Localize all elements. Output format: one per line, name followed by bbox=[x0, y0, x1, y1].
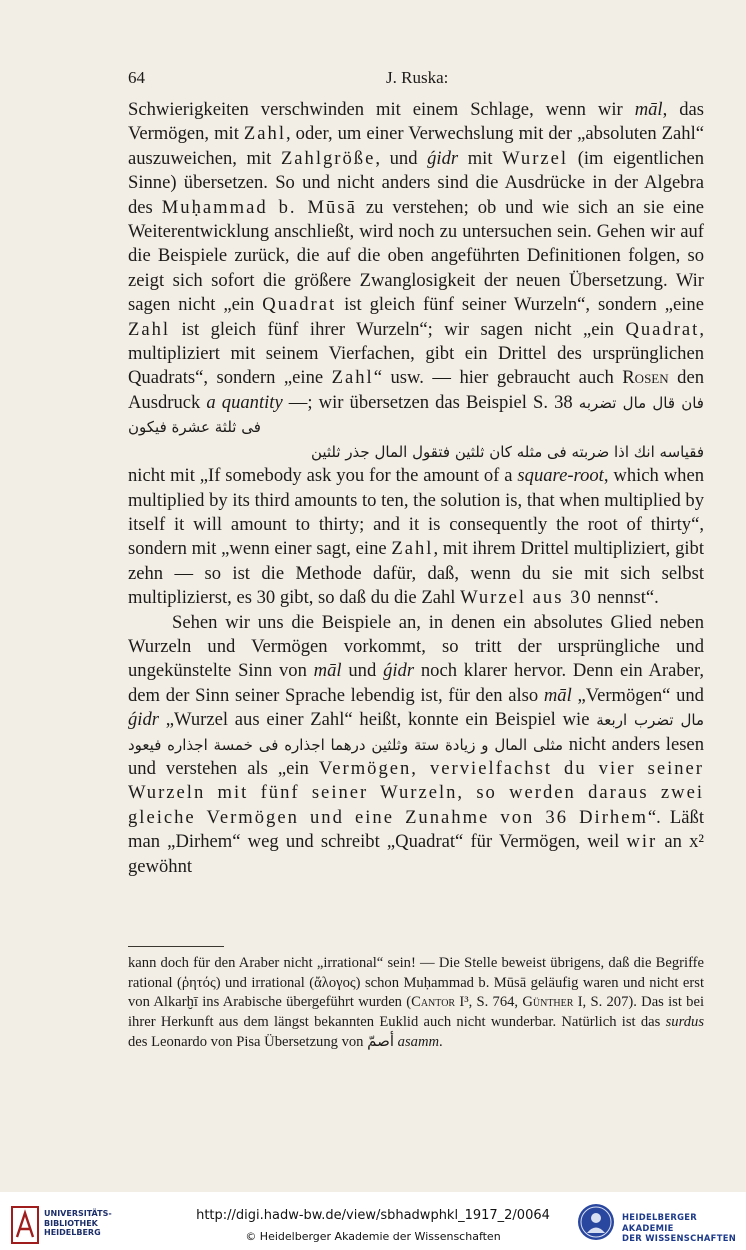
academy-name: HEIDELBERGER AKADEMIE DER WISSENSCHAFTEN bbox=[622, 1212, 737, 1243]
text-run: den Ausdruck bbox=[128, 367, 704, 413]
text-run: , multipliziert mit seinem Vierfachen, gibt ein Drittel des ursprünglichen Quadrats“, sondern „eine bbox=[128, 318, 704, 389]
text-run: nicht anders lesen und verstehen als „ein bbox=[128, 733, 704, 779]
text-run: ins Arabische übergeführt wurden ( bbox=[197, 994, 412, 1011]
footnote-rule bbox=[128, 946, 224, 947]
footnote bbox=[128, 954, 704, 1053]
italic-term: a quantity bbox=[206, 391, 283, 413]
academy-seal-icon bbox=[576, 1202, 616, 1242]
text-run: “. Läßt man „Dirhem“ weg und schreibt „Quadrat“ für Vermögen, weil bbox=[128, 806, 704, 853]
text-run: “ usw. — hier gebraucht auch bbox=[373, 367, 623, 389]
text-run: noch klarer hervor. Denn ein Araber, dem der Sinn seiner Sprache lebendig ist, für den also bbox=[128, 660, 704, 706]
spaced-emphasis: Wurzel aus 30 bbox=[460, 587, 593, 609]
text-run: „Vermögen“ und bbox=[571, 684, 704, 706]
text-run: kann doch für den Araber nicht „irrational“ sein! — Die Stelle beweist übrigens, daß die Begriffe rational (ῥητός) und irrational (ἄλογος) schon bbox=[128, 955, 704, 991]
text-run: mit bbox=[458, 147, 503, 169]
spaced-emphasis: Quadrat bbox=[262, 294, 337, 316]
paragraph-1-continued bbox=[128, 464, 704, 610]
text-run: an x² gewöhnt bbox=[128, 831, 705, 877]
text-run: ist gleich fünf ihrer Wurzeln“; wir sagen nicht „ein bbox=[170, 318, 626, 340]
text-run: und bbox=[341, 660, 384, 682]
italic-term: surdus bbox=[665, 1013, 704, 1030]
page-header bbox=[128, 68, 704, 92]
paragraph-2 bbox=[128, 611, 704, 879]
spaced-emphasis: Muḥammad b. Mūsā bbox=[161, 196, 357, 218]
text-run: , das Vermögen, mit bbox=[128, 99, 705, 145]
italic-term: māl bbox=[634, 99, 663, 120]
italic-term: māl bbox=[543, 684, 572, 706]
italic-term: asamm bbox=[397, 1034, 440, 1051]
permalink-url[interactable]: http://digi.hadw-bw.de/view/sbhadwphkl_1917_2/0064 bbox=[196, 1208, 550, 1223]
text-run: , which when multiplied by its third amounts to ten, the solution is, that when multiplied by itself it will amount to thirty; and it is consequently the root of thirty“, sondern mit „wenn einer sagt, eine bbox=[128, 465, 705, 560]
text-run: . bbox=[439, 1034, 443, 1051]
arabic-quote-line: فقياسه انك اذا ضربته فى مثله كان ثلثين فتقول المال جذر ثلثين bbox=[310, 442, 704, 461]
academy-logo[interactable] bbox=[576, 1200, 740, 1246]
text-run: I³, S. 764, bbox=[455, 994, 523, 1011]
text-run: , mit ihrem Drittel multipliziert, gibt zehn — so ist die Methode dafür, daß, wenn du sie mit sich selbst multiplizierst, es 30 gibt, so daß du die Zahl bbox=[128, 538, 704, 609]
paragraph-1 bbox=[128, 98, 704, 440]
text-run: Schwierigkeiten verschwinden mit einem Schlage, wenn wir bbox=[128, 99, 635, 120]
copyright-notice: © Heidelberger Akademie der Wissenschaften bbox=[245, 1230, 501, 1243]
text-run: I, S. 207). Das ist bei ihrer Herkunft aus dem längst bekannten Euklid auch nicht wunderbar. Natürlich ist das bbox=[128, 994, 704, 1030]
italic-term: ǵidr bbox=[383, 660, 415, 682]
spaced-emphasis: Zahlgröße bbox=[280, 147, 376, 169]
text-run: , und bbox=[375, 147, 428, 169]
spaced-emphasis: wir bbox=[626, 831, 658, 853]
italic-term: square-root bbox=[517, 465, 604, 487]
arabic-text: مال تضرب اربعة اجذاره فى خمسة اجذاره فيعود bbox=[128, 711, 704, 754]
spaced-emphasis: Vermögen, vervielfachst du vier seiner Wurzeln mit fünf seiner Wurzeln, so werden daraus zwei gleiche Vermögen und eine Zunahme von 36 Dirhem bbox=[128, 757, 704, 828]
footnote-text bbox=[128, 954, 704, 1053]
university-library-name: UNIVERSITÄTS- BIBLIOTHEK HEIDELBERG bbox=[44, 1209, 112, 1238]
spaced-emphasis: Wurzel bbox=[502, 147, 569, 169]
arabic-text: فان قال مال تضربه فى ثلثة عشرة فيكون bbox=[128, 393, 704, 437]
spaced-emphasis: Zahl bbox=[243, 123, 286, 145]
text-run: nicht mit „If somebody ask you for the amount of a bbox=[128, 465, 518, 487]
spaced-emphasis: Quadrat bbox=[625, 318, 700, 340]
text-run: geläufig waren und nicht erst von bbox=[128, 974, 704, 1011]
running-head: J. Ruska: bbox=[386, 68, 449, 87]
italic-term: māl bbox=[313, 660, 342, 682]
main-text bbox=[128, 98, 704, 879]
spaced-emphasis: Zahl bbox=[128, 318, 171, 340]
text-run: (im eigentlichen Sinne) übersetzen. So und nicht anders sind die Ausdrücke in der Algebra des bbox=[128, 147, 704, 218]
author-name: Rosen bbox=[622, 367, 669, 389]
italic-term: ǵidr bbox=[128, 709, 159, 731]
arabic-text: مثلى المال و زيادة ستة وثلثين درهما bbox=[330, 735, 564, 754]
spaced-emphasis: Zahl bbox=[391, 538, 434, 560]
text-run: ist gleich fünf seiner Wurzeln“, sondern „eine bbox=[336, 294, 704, 316]
spaced-emphasis: Zahl bbox=[331, 367, 374, 389]
text-run: Sehen wir uns die Beispiele an, in denen ein absolutes Glied neben Wurzeln und Vermögen vorkommt, so tritt der ursprüngliche und ungekünstelte Sinn von bbox=[128, 611, 704, 682]
author-name: Günther bbox=[522, 994, 574, 1011]
text-run: des Leonardo von Pisa Übersetzung von bbox=[128, 1034, 368, 1051]
page-number: 64 bbox=[128, 68, 145, 87]
spaced-emphasis: Alkarḫī bbox=[153, 994, 198, 1011]
text-run: , oder, um einer Verwechslung mit der „absoluten Zahl“ auszuweichen, mit bbox=[128, 123, 704, 169]
text-run: „Wurzel aus einer Zahl“ heißt, konnte ein Beispiel wie bbox=[159, 709, 597, 731]
arabic-text: أصمّ bbox=[367, 1032, 395, 1051]
spaced-emphasis: Muḥammad b. Mūsā bbox=[403, 974, 527, 991]
author-name: Cantor bbox=[411, 994, 456, 1011]
text-run: —; wir übersetzen das Beispiel S. 38 bbox=[282, 391, 579, 413]
text-run: zu verstehen; ob und wie sich an sie eine Weiterentwicklung anschließt, wird noch zu untersuchen sein. Gehen wir auf die Beispiele zurück, die auf die oben angeführten Definitionen folgen, so zeigt sich sofort die größere Zwanglosigkeit der neuen Übersetzung. Wir sagen nicht „ein bbox=[128, 196, 705, 316]
text-run: nennst“. bbox=[592, 587, 659, 609]
italic-term: ǵidr bbox=[427, 147, 459, 169]
